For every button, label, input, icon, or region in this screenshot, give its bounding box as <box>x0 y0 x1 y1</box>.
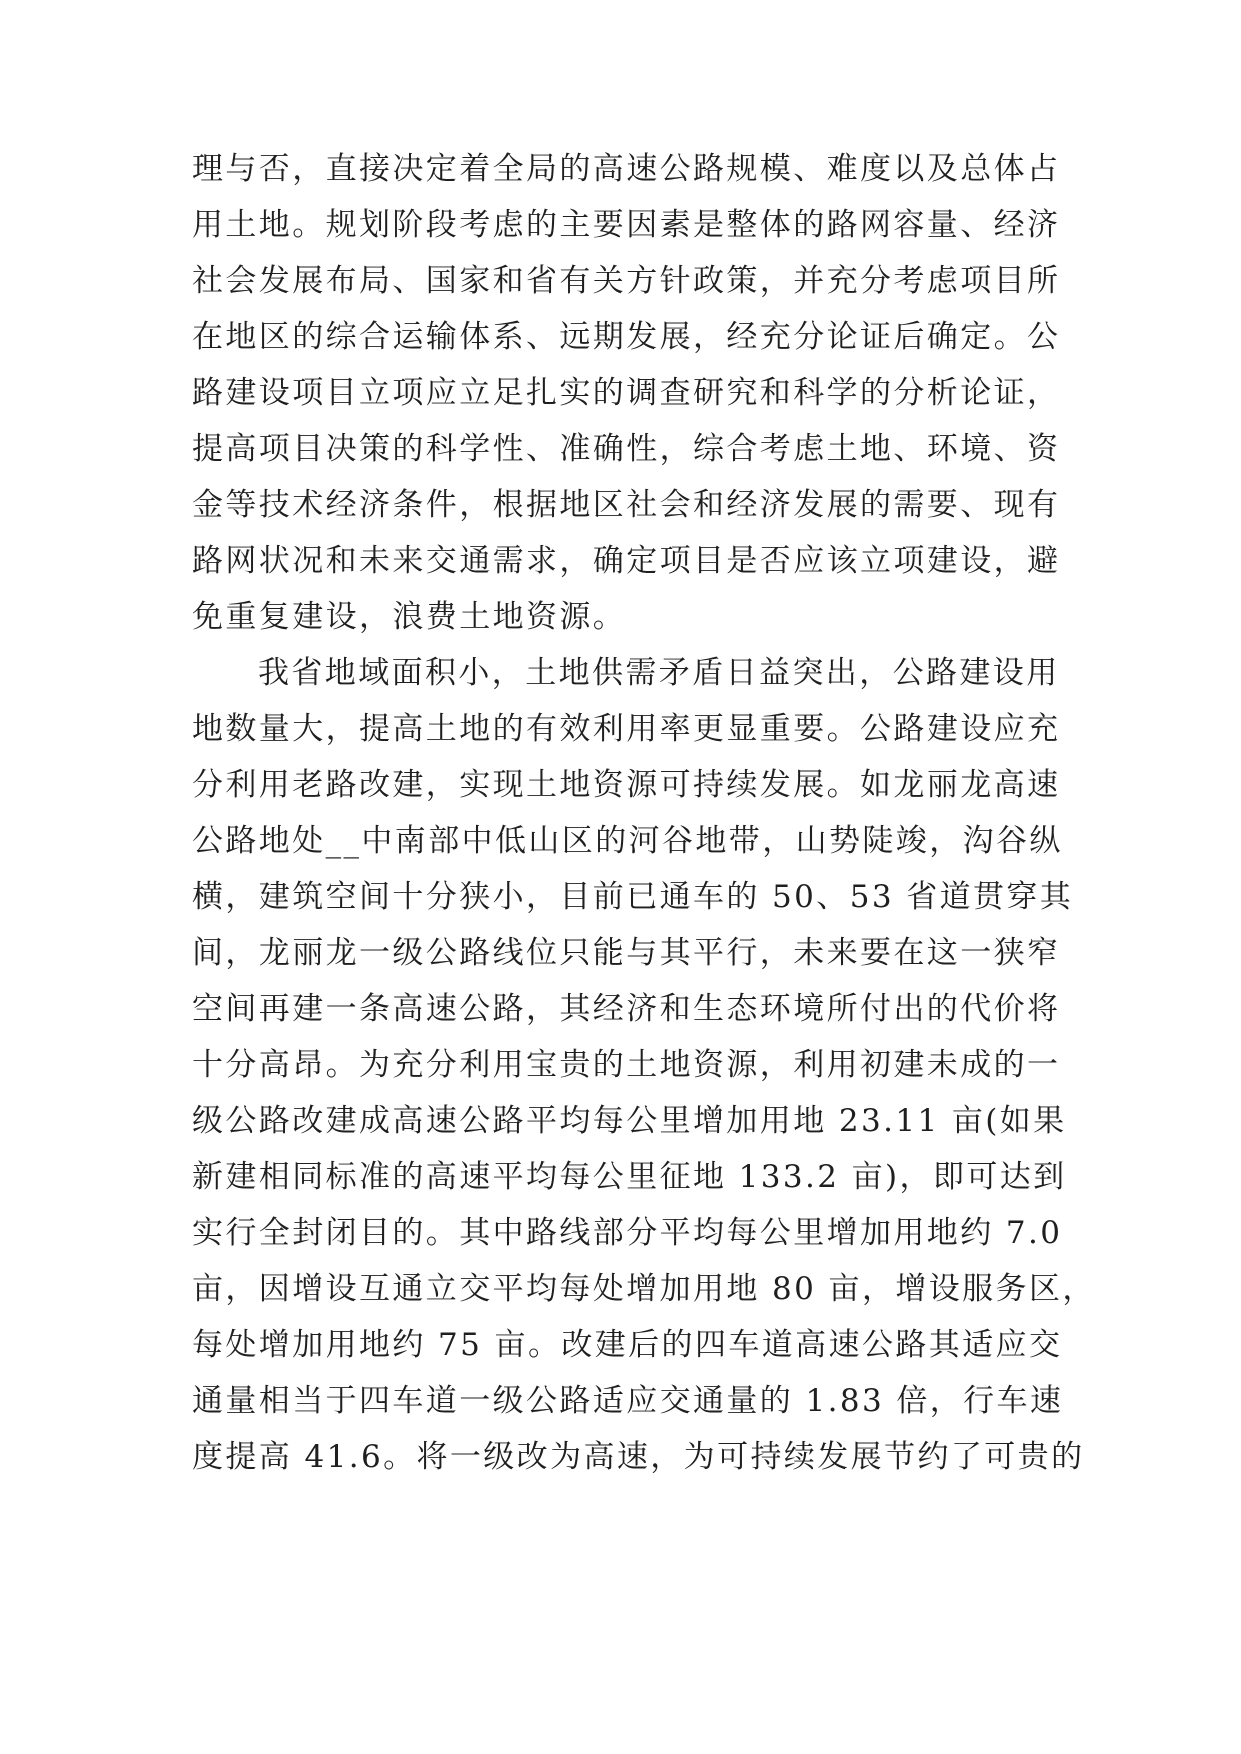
text-line: 免重复建设，浪费土地资源。 <box>192 599 627 635</box>
text-line: 路建设项目立项应立足扎实的调查研究和科学的分析论证， <box>192 375 1061 411</box>
text-line: 在地区的综合运输体系、远期发展，经充分论证后确定。公 <box>192 319 1061 355</box>
text-line: 分利用老路改建，实现土地资源可持续发展。如龙丽龙高速 <box>192 767 1061 803</box>
text-line: 路网状况和未来交通需求，确定项目是否应该立项建设，避 <box>192 543 1061 579</box>
text-line: 通量相当于四车道一级公路适应交通量的 1.83 倍，行车速 <box>192 1383 1064 1419</box>
paragraph-first-line: 我省地域面积小，土地供需矛盾日益突出，公路建设用 <box>258 655 1060 691</box>
text-line: 公路地处__中南部中低山区的河谷地带，山势陡竣，沟谷纵 <box>192 823 1063 859</box>
text-line: 社会发展布局、国家和省有关方针政策，并充分考虑项目所 <box>192 263 1061 299</box>
text-line: 每处增加用地约 75 亩。改建后的四车道高速公路其适应交 <box>192 1327 1063 1363</box>
text-line: 级公路改建成高速公路平均每公里增加用地 23.11 亩(如果 <box>192 1103 1067 1139</box>
text-line: 十分高昂。为充分利用宝贵的土地资源，利用初建未成的一 <box>192 1047 1061 1083</box>
text-line: 横，建筑空间十分狭小，目前已通车的 50、53 省道贯穿其 <box>192 879 1074 915</box>
text-line: 新建相同标准的高速平均每公里征地 133.2 亩)，即可达到 <box>192 1159 1067 1195</box>
text-line: 提高项目决策的科学性、准确性，综合考虑土地、环境、资 <box>192 431 1061 467</box>
text-line: 度提高 41.6。将一级改为高速，为可持续发展节约了可贵的 <box>192 1439 1085 1475</box>
text-line: 间，龙丽龙一级公路线位只能与其平行，未来要在这一狭窄 <box>192 935 1061 971</box>
text-line: 理与否，直接决定着全局的高速公路规模、难度以及总体占 <box>192 151 1061 187</box>
text-line: 金等技术经济条件，根据地区社会和经济发展的需要、现有 <box>192 487 1061 523</box>
text-line: 地数量大，提高土地的有效利用率更显重要。公路建设应充 <box>192 711 1061 747</box>
text-line: 用土地。规划阶段考虑的主要因素是整体的路网容量、经济 <box>192 207 1061 243</box>
text-line: 亩，因增设互通立交平均每处增加用地 80 亩，增设服务区， <box>192 1271 1096 1307</box>
text-line: 空间再建一条高速公路，其经济和生态环境所付出的代价将 <box>192 991 1061 1027</box>
text-line: 实行全封闭目的。其中路线部分平均每公里增加用地约 7.0 <box>192 1215 1063 1251</box>
